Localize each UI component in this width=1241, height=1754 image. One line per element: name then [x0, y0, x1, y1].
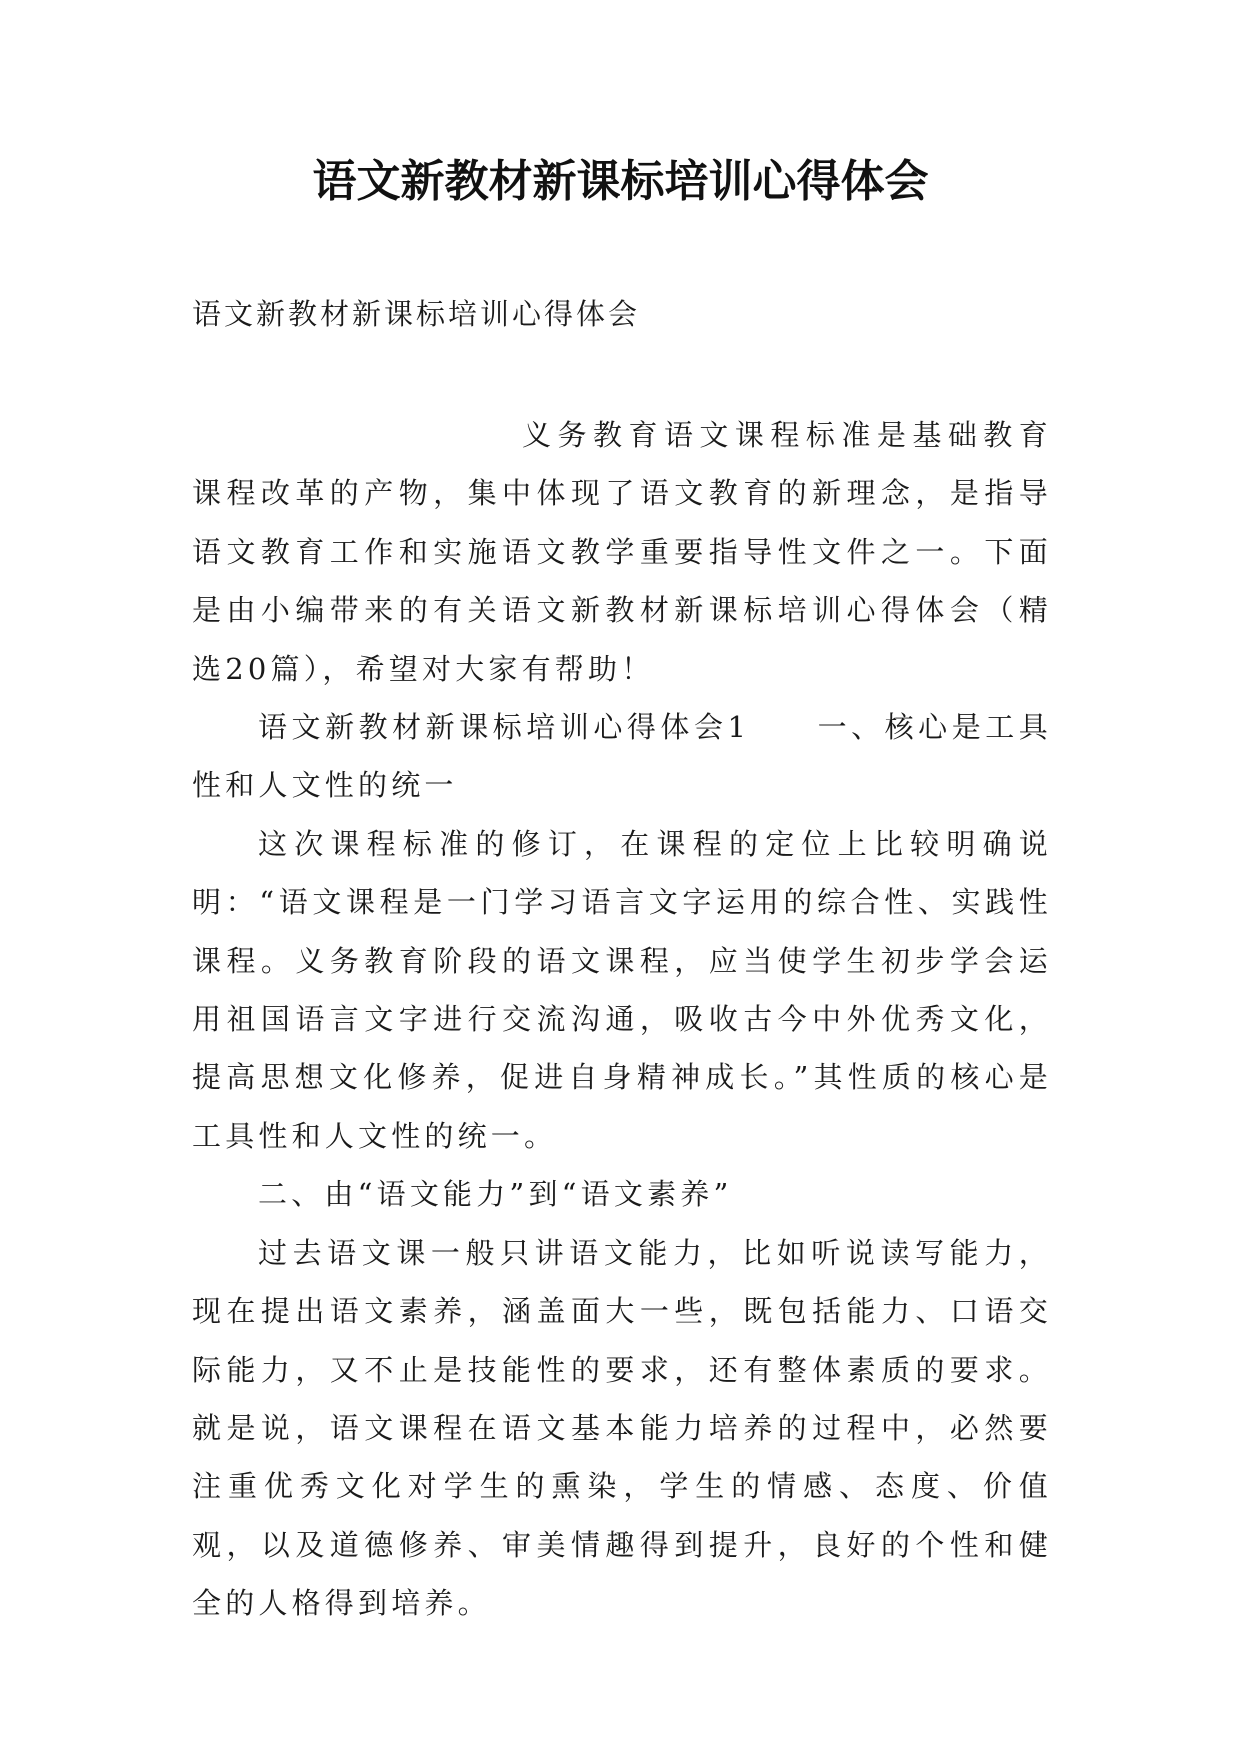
- document-body: [192, 406, 1052, 1633]
- paragraph-section-heading-1: 语文新教材新课标培训心得体会1 一、核心是工具性和人文性的统一: [192, 710, 1052, 803]
- document-subtitle: 语文新教材新课标培训心得体会: [192, 297, 641, 331]
- paragraph-section-heading-2: 二、由“语文能力”到“语文素养”: [258, 1177, 733, 1212]
- paragraph-body-2: 过去语文课一般只讲语文能力，比如听说读写能力，现在提出语文素养，涵盖面大一些，既包括能力、口语交际能力，又不止是技能性的要求，还有整体素质的要求。就是说，语文课程在语文基本能力培养的过程中，必然要注重优秀文化对学生的熏染，学生的情感、态度、价值观，以及道德修养、审美情趣得到提升，良好的个性和健全的人格得到培养。: [192, 1235, 1052, 1621]
- paragraph-body-1: 这次课程标准的修订，在课程的定位上比较明确说明：“语文课程是一门学习语言文字运用的综合性、实践性课程。义务教育阶段的语文课程，应当使学生初步学会运用祖国语言文字进行交流沟通，吸收古今中外优秀文化，提高思想文化修养，促进自身精神成长。”其性质的核心是工具性和人文性的统一。: [192, 826, 1052, 1153]
- paragraph-intro: 义务教育语文课程标准是基础教育课程改革的产物，集中体现了语文教育的新理念，是指导语文教育工作和实施语文教学重要指导性文件之一。下面是由小编带来的有关语文新教材新课标培训心得体会（精选20篇），希望对大家有帮助！: [192, 418, 1052, 686]
- document-title: 语文新教材新课标培训心得体会: [312, 156, 929, 207]
